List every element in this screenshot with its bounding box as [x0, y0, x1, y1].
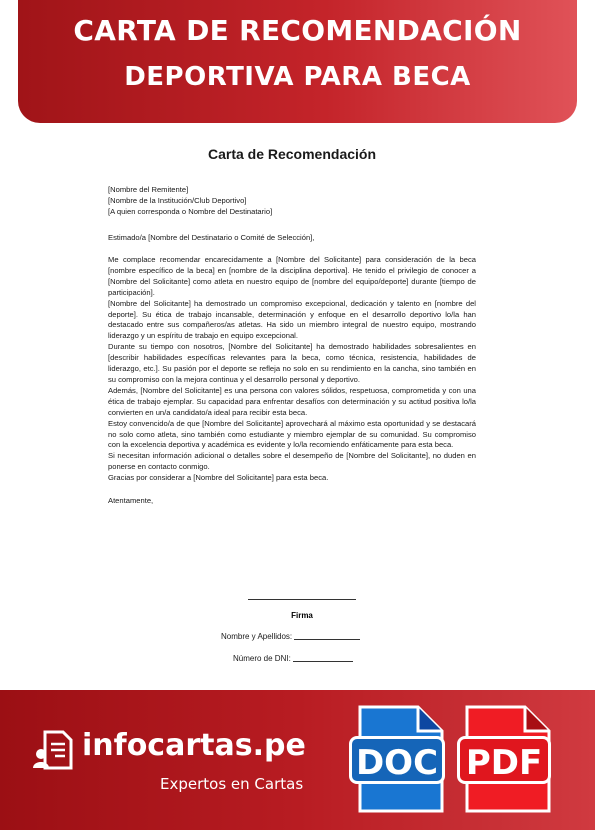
letter-paragraph: [Nombre del Solicitante] ha demostrado un compromiso excepcional, dedicación y talento en [nombre del deporte]. Su ética de trabajo incansable, determinación y enfoque en el desarrollo deportivo lo/la han destacado entre sus compañeros/as atletas. Ha sido un miembro integral de nuestro equipo, mostrando liderazgo y un espíritu de trabajo en equipo excepcional. [108, 298, 476, 341]
sender-line: [Nombre del Remitente] [108, 185, 189, 194]
letter-paragraph: Me complace recomendar encarecidamente a [Nombre del Solicitante] para consideración de la beca [nombre específico de la beca] en [nombre de la disciplina deportiva]. He tenido el privilegio de conocer a [Nombre del Solicitante] como atleta en nuestro equipo de [nombre del equipo/deporte] durante [tiempo de participación]. [108, 255, 476, 297]
brand-name[interactable]: infocartas.pe [82, 728, 306, 763]
banner-title-line2: DEPORTIVA PARA BECA [124, 62, 471, 92]
dni-blank [293, 661, 353, 662]
pdf-badge[interactable]: PDF [457, 736, 551, 784]
sender-line: [A quien corresponda o Nombre del Destinatario] [108, 207, 273, 216]
signature-line [248, 599, 356, 600]
closing: Atentamente, [108, 496, 154, 506]
letter-paragraph: Durante su tiempo con nosotros, [Nombre del Solicitante] ha demostrado habilidades sobresalientes en [describir habilidades específicas relevantes para la beca, como técnica, resistencia, habilidades de liderazgo, etc.]. Su pasión por el deporte se refleja no solo en su rendimiento en la cancha, sino también en su compromiso con la mejora continua y el desarrollo personal y deportivo. [108, 342, 476, 384]
name-field [221, 632, 360, 641]
document-user-icon [33, 730, 73, 770]
doc-badge[interactable]: DOC [349, 736, 445, 784]
letter-paragraph: Además, [Nombre del Solicitante] es una persona con valores sólidos, respetuosa, comprometida y con una ética de trabajo ejemplar. Su capacidad para enfrentar desafíos con determinación y su actitud positiva lo/la convierten en un/a candidato/a ideal para recibir esta beca. [108, 385, 476, 417]
brand-tagline: Expertos en Cartas [160, 775, 304, 793]
signature-label: Firma [291, 611, 313, 620]
letter-body [108, 255, 476, 484]
letter-title: Carta de Recomendación [207, 146, 377, 162]
name-field-label: Nombre y Apellidos: [221, 632, 293, 641]
banner-title-line1: CARTA DE RECOMENDACIÓN [73, 14, 522, 47]
letter-document [108, 140, 476, 505]
letter-paragraph: Estoy convencido/a de que [Nombre del Solicitante] aprovechará al máximo esta oportunidad y se destacará no solo como atleta, sino también como estudiante y miembro ejemplar de su comunidad. Su compromiso con la excelencia deportiva y académica es evidente y lo/la recomiendo enfáticamente para esta beca. [108, 418, 476, 450]
sender-line: [Nombre de la Institución/Club Deportivo] [108, 196, 247, 205]
name-blank [294, 639, 360, 640]
letter-paragraph: Gracias por considerar a [Nombre del Solicitante] para esta beca. [108, 473, 329, 483]
dni-field-label: Número de DNI: [233, 654, 291, 663]
sender-block [108, 184, 476, 217]
salutation: Estimado/a [Nombre del Destinatario o Comité de Selección], [108, 233, 315, 242]
letter-paragraph: Si necesitan información adicional o detalles sobre el desempeño de [Nombre del Solicitante], no duden en ponerse en contacto conmigo. [108, 451, 476, 472]
dni-field [233, 654, 353, 663]
